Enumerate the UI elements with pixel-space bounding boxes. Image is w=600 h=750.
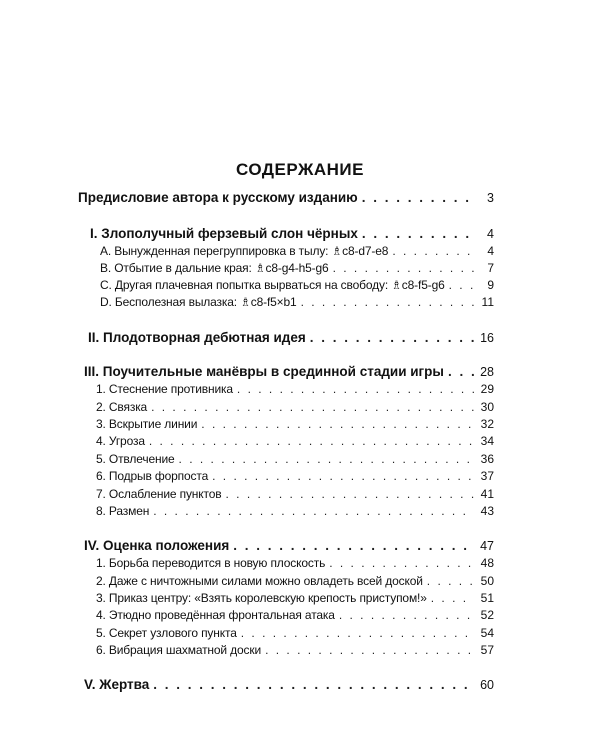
toc-entry-section [100, 260, 494, 276]
toc-entry-page: 30 [480, 400, 494, 414]
toc-entry-chapter-3 [84, 364, 494, 380]
dot-leader [392, 243, 474, 259]
dot-leader [265, 642, 474, 658]
toc-entry-label: C. Другая плачевная попытка вырваться на свободу: ♗c8-f5-g6 [100, 278, 445, 292]
toc-entry-section [96, 625, 494, 641]
toc-entry-label: 6. Подрыв форпоста [96, 469, 209, 483]
dot-leader [237, 381, 474, 397]
toc-entry-page: 16 [480, 331, 494, 345]
dot-leader [212, 468, 474, 484]
toc-entry-section [96, 642, 494, 658]
toc-entry-label: II. Плодотворная дебютная идея [88, 330, 306, 345]
toc-entry-label: 5. Секрет узлового пункта [96, 626, 237, 640]
dot-leader [153, 503, 474, 519]
toc-entry-page: 60 [480, 678, 494, 692]
toc-entry-chapter-4 [84, 538, 494, 554]
toc-entry-preface [78, 190, 494, 206]
toc-entry-chapter-1 [90, 226, 494, 242]
dot-leader [329, 555, 474, 571]
toc-entry-page: 48 [480, 556, 494, 570]
dot-leader [362, 226, 474, 242]
toc-entry-section [100, 277, 494, 293]
toc-entry-page: 4 [487, 244, 494, 258]
toc-entry-page: 7 [487, 261, 494, 275]
toc-entry-page: 11 [481, 295, 494, 309]
toc-entry-section [96, 555, 494, 571]
toc-entry-section [96, 486, 494, 502]
toc-entry-page: 52 [480, 608, 494, 622]
toc-entry-page: 4 [487, 227, 494, 241]
toc-entry-page: 41 [480, 487, 494, 501]
toc-entry-label: A. Вынужденная перегруппировка в тылу: ♗c8-d7-e8 [100, 244, 389, 258]
toc-entry-section [96, 433, 494, 449]
toc-entry-label: 4. Этюдно проведённая фронтальная атака [96, 608, 335, 622]
toc-entry-page: 34 [480, 434, 494, 448]
toc-entry-section [96, 468, 494, 484]
toc-entry-label: IV. Оценка положения [84, 538, 230, 553]
toc-entry-label: 1. Борьба переводится в новую плоскость [96, 556, 326, 570]
toc-entry-page: 3 [487, 191, 494, 205]
toc-entry-label: 4. Угроза [96, 434, 145, 448]
toc-entry-page: 54 [480, 626, 494, 640]
toc-entry-section [96, 573, 494, 589]
toc-entry-page: 47 [480, 539, 494, 553]
toc-entry-section [96, 416, 494, 432]
toc-entry-page: 28 [480, 365, 494, 379]
toc-entry-label: V. Жертва [84, 677, 150, 692]
dot-leader [225, 486, 474, 502]
dot-leader [153, 677, 474, 693]
dot-leader [362, 190, 474, 206]
toc-entry-page: 29 [480, 382, 494, 396]
dot-leader [233, 538, 474, 554]
dot-leader [310, 330, 474, 346]
toc-entry-label: 3. Приказ центру: «Взять королевскую крепость приступом!» [96, 591, 427, 605]
dot-leader [339, 607, 474, 623]
toc-entry-label: 6. Вибрация шахматной доски [96, 643, 262, 657]
toc-entry-section [96, 503, 494, 519]
dot-leader [241, 625, 474, 641]
toc-entry-page: 43 [480, 504, 494, 518]
dot-leader [333, 260, 474, 276]
dot-leader [149, 433, 474, 449]
toc-entry-label: D. Бесполезная вылазка: ♗c8-f5×b1 [100, 295, 297, 309]
toc-entry-section [96, 590, 494, 606]
toc-entry-page: 9 [487, 278, 494, 292]
dot-leader [449, 277, 474, 293]
toc-entry-chapter-2 [88, 330, 494, 346]
toc-entry-section [96, 399, 494, 415]
toc-entry-section [96, 607, 494, 623]
toc-entry-label: 8. Размен [96, 504, 150, 518]
dot-leader [201, 416, 474, 432]
toc-entry-chapter-5 [84, 677, 494, 693]
dot-leader [427, 573, 474, 589]
toc-entry-label: III. Поучительные манёвры в срединной стадии игры [84, 364, 444, 379]
toc-entry-label: B. Отбытие в дальние края: ♗c8-g4-h5-g6 [100, 261, 329, 275]
toc-entry-label: 3. Вскрытие линии [96, 417, 198, 431]
toc-entry-section [100, 243, 494, 259]
toc-entry-page: 36 [480, 452, 494, 466]
page-title: СОДЕРЖАНИЕ [236, 160, 364, 179]
toc-entry-page: 51 [480, 591, 494, 605]
toc-entry-label: I. Злополучный ферзевый слон чёрных [90, 226, 358, 241]
dot-leader [151, 399, 474, 415]
toc-entry-label: 5. Отвлечение [96, 452, 175, 466]
dot-leader [301, 294, 474, 310]
dot-leader [448, 364, 474, 380]
toc-entry-label: 2. Связка [96, 400, 148, 414]
toc-entry-page: 50 [480, 574, 494, 588]
toc-entry-section [96, 381, 494, 397]
toc-entry-page: 57 [480, 643, 494, 657]
toc-entry-section [100, 294, 494, 310]
dot-leader [179, 451, 474, 467]
toc-entry-label: 7. Ослабление пунктов [96, 487, 222, 501]
toc-entry-label: 2. Даже с ничтожными силами можно овладеть всей доской [96, 574, 423, 588]
toc-entry-section [96, 451, 494, 467]
toc-entry-label: 1. Стеснение противника [96, 382, 233, 396]
toc-entry-page: 32 [480, 417, 494, 431]
toc-entry-page: 37 [480, 469, 494, 483]
dot-leader [431, 590, 474, 606]
toc-entry-label: Предисловие автора к русскому изданию [78, 190, 358, 205]
